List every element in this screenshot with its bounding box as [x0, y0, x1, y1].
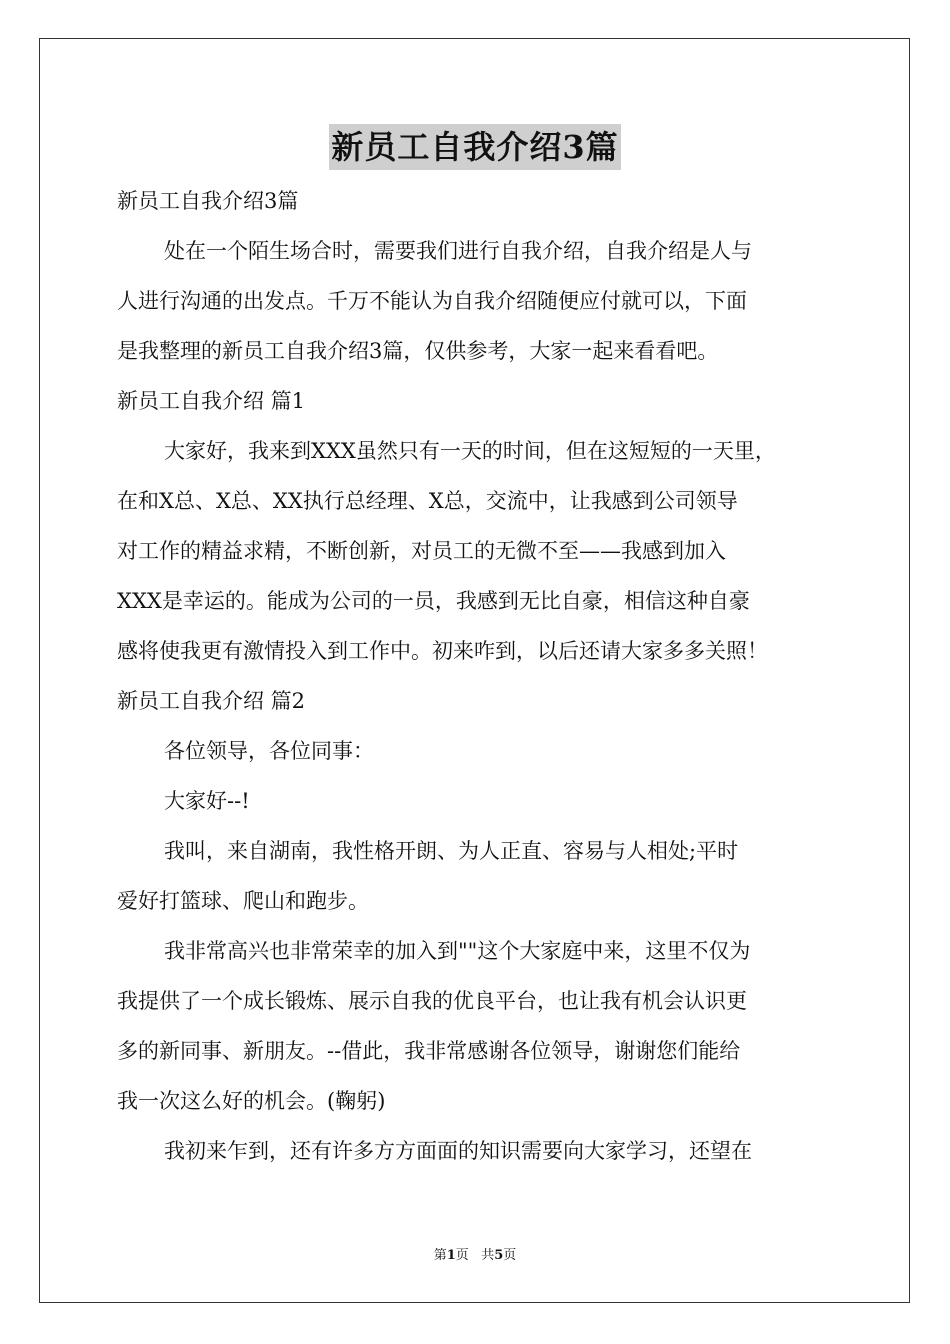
- text-line: 多的新同事、新朋友。--借此，我非常感谢各位领导，谢谢您们能给: [117, 1039, 741, 1063]
- text-line: 感将使我更有激情投入到工作中。初来咋到，以后还请大家多多关照！: [117, 639, 768, 663]
- text-line: 处在一个陌生场合时，需要我们进行自我介绍，自我介绍是人与: [164, 239, 752, 263]
- text-line: 大家好，我来到XXX虽然只有一天的时间，但在这短短的一天里，: [164, 439, 776, 463]
- text-line: XXX是幸运的。能成为公司的一员，我感到无比自豪，相信这种自豪: [117, 589, 750, 613]
- document-body: [117, 176, 837, 1176]
- text-line: 在和X总、X总、XX执行总经理、X总，交流中，让我感到公司领导: [117, 489, 738, 513]
- total-pages: 5: [494, 1248, 504, 1263]
- text-line: 大家好--!: [164, 789, 250, 813]
- text-line: 我非常高兴也非常荣幸的加入到""这个大家庭中来，这里不仅为: [164, 939, 751, 963]
- page-prefix: 第: [433, 1248, 447, 1263]
- text-line: 是我整理的新员工自我介绍3篇，仅供参考，大家一起来看看吧。: [117, 339, 719, 363]
- page-suffix: 页: [455, 1248, 469, 1263]
- text-line: 我初来乍到，还有许多方方面面的知识需要向大家学习，还望在: [164, 1139, 752, 1163]
- text-line: 我一次这么好的机会。(鞠躬): [117, 1089, 386, 1113]
- title-wrap: [0, 124, 950, 170]
- total-prefix: 共: [481, 1248, 495, 1263]
- text-line: 爱好打篮球、爬山和跑步。: [117, 889, 369, 913]
- text-line: 各位领导，各位同事：: [164, 739, 374, 763]
- total-suffix: 页: [503, 1248, 517, 1263]
- section-heading: 新员工自我介绍 篇2: [117, 689, 306, 713]
- page-footer: [0, 1247, 950, 1265]
- text-line: 我叫，来自湖南，我性格开朗、为人正直、容易与人相处;平时: [164, 839, 739, 863]
- section-heading: 新员工自我介绍 篇1: [117, 389, 306, 413]
- document-title: 新员工自我介绍3篇: [329, 124, 620, 170]
- text-line: 对工作的精益求精，不断创新，对员工的无微不至——我感到加入: [117, 539, 726, 563]
- text-line: 人进行沟通的出发点。千万不能认为自我介绍随便应付就可以，下面: [117, 289, 747, 313]
- page-number: 1: [446, 1248, 456, 1263]
- text-line: 我提供了一个成长锻炼、展示自我的优良平台，也让我有机会认识更: [117, 989, 747, 1013]
- text-line: 新员工自我介绍3篇: [117, 189, 299, 213]
